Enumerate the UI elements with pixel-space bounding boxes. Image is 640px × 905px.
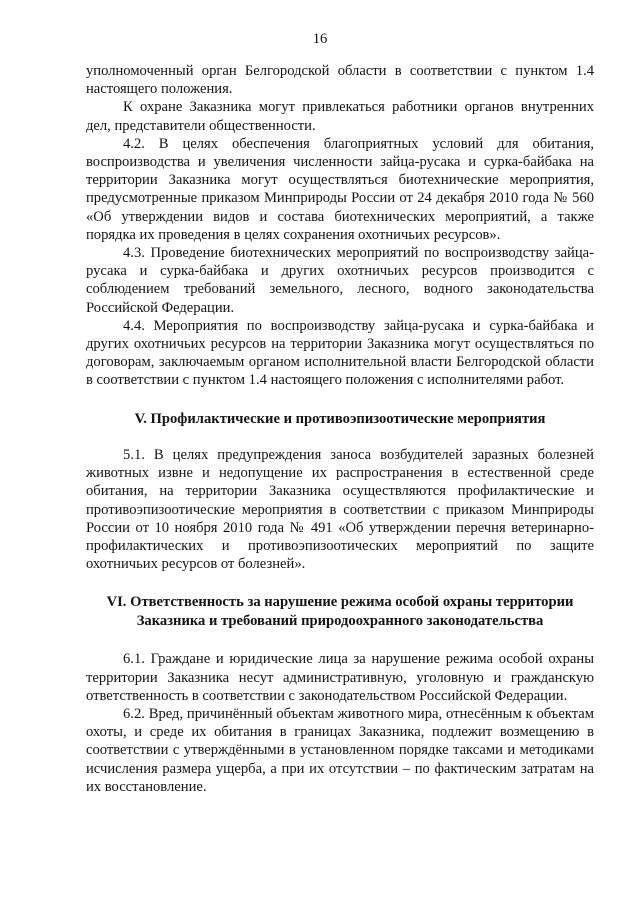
spacer [86, 428, 594, 446]
paragraph-continuation: уполномоченный орган Белгородской области в соответствии с пунктом 1.4 настоящего положения. [86, 63, 594, 98]
section-v-heading: V. Профилактические и противоэпизоотические мероприятия [134, 410, 546, 427]
spacer [86, 630, 594, 650]
spacer [86, 573, 594, 593]
document-body [86, 62, 594, 796]
paragraph-4-4: 4.4. Мероприятия по воспроизводству зайца-русака и сурка-байбака и других охотничьих ресурсов на территории Заказника могут осуществляться по договорам, заключаемым органом исполнительной власти Белгородской области в соответствии с пунктом 1.4 настоящего положения с исполнителями работ. [86, 317, 594, 389]
paragraph-guard: К охране Заказника могут привлекаться работники органов внутренних дел, представители общественности. [86, 99, 594, 134]
paragraph-6-1: 6.1. Граждане и юридические лица за нарушение режима особой охраны территории Заказника несут административную, уголовную и гражданскую ответственность в соответствии с законодательством Российской Федерации. [86, 651, 594, 704]
paragraph-4-2: 4.2. В целях обеспечения благоприятных условий для обитания, воспроизводства и увеличения численности зайца-русака и сурка-байбака на территории Заказника могут осуществляться биотехнические мероприятия, предусмотренные приказом Минприроды России от 24 декабря 2010 года № 560 «Об утверждении видов и состава биотехнических мероприятий, а также порядка их проведения в целях сохранения охотничьих ресурсов». [86, 135, 594, 243]
section-vi-heading [86, 593, 594, 630]
page-number: 16 [312, 31, 328, 47]
section-vi-heading-line-1: VI. Ответственность за нарушение режима особой охраны территории [106, 594, 574, 611]
paragraph-6-2: 6.2. Вред, причинённый объектам животного мира, отнесённым к объектам охоты, и среде их обитания в границах Заказника, подлежит возмещению в соответствии с утверждёнными в установленном порядке таксами и методиками исчисления размера ущерба, а при их отсутствии – по фактическим затратам на их восстановление. [86, 705, 594, 795]
section-vi-heading-line-2: Заказника и требований природоохранного законодательства [136, 612, 544, 629]
paragraph-5-1: 5.1. В целях предупреждения заноса возбудителей заразных болезней животных извне и недопущение их распространения в естественной среде обитания, на территории Заказника осуществляются профилактические и противоэпизоотические мероприятия в соответствии с приказом Минприроды России от 10 ноября 2010 года № 491 «Об утверждении перечня ветеринарно-профилактических и противоэпизоотических мероприятий по защите охотничьих ресурсов от болезней». [86, 447, 594, 573]
paragraph-4-3: 4.3. Проведение биотехнических мероприятий по воспроизводству зайца-русака и сурка-байбака и других охотничьих ресурсов производится с соблюдением требований земельного, лесного, водного законодательства Российской Федерации. [86, 245, 594, 316]
spacer [86, 390, 594, 410]
